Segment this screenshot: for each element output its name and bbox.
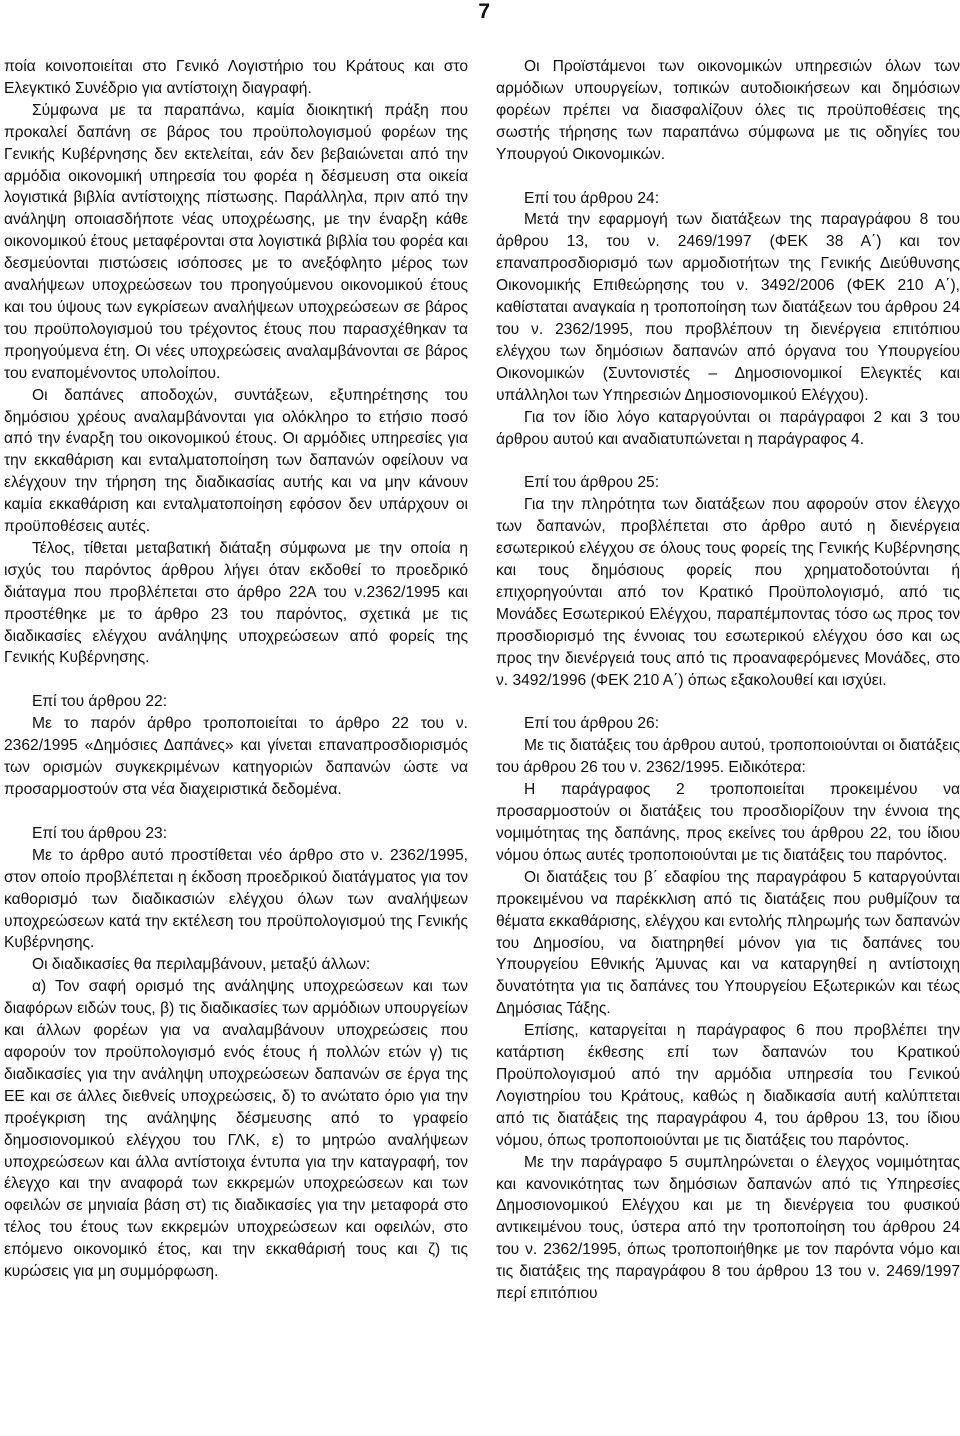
paragraph: Οι δαπάνες αποδοχών, συντάξεων, εξυπηρέτησης του δημόσιου χρέους αναλαμβάνονται για ολόκληρο το ετήσιο ποσό από την έναρξη του οικονομικού έτους. Οι αρμόδιες υπηρεσίες για την εκκαθάριση και ενταλματοποίηση των δαπανών οφείλουν να ελέγχουν την τήρηση της διαδικασίας αυτής και να μην κάνουν καμία εκκαθάριση και ενταλματοποίηση εφόσον δεν υπάρχουν οι προϋποθέσεις αυτές.	[4, 386, 468, 536]
article-heading: Επί του άρθρου 22:	[32, 693, 168, 711]
article-heading: Επί του άρθρου 24:	[524, 189, 660, 207]
paragraph: Επίσης, καταργείται η παράγραφος 6 που προβλέπει την κατάρτιση έκθεσης επί των δαπανών του Κρατικού Προϋπολογισμού από την αρμόδια υπηρεσία του Γενικού Λογιστηρίου του Κράτους, καθώς η διαδικασία αυτή καλύπτεται από τις διατάξεις της παραγράφου 4, του άρθρου 13, του ίδιου νόμου, όπως τροποποιούνται με τις διατάξεις του παρόντος.	[496, 1022, 960, 1149]
paragraph: Οι Προϊστάμενοι των οικονομικών υπηρεσιών όλων των αρμόδιων υπουργείων, τοπικών αυτοδιοικήσεων και δημόσιων φορέων πρέπει να διασφαλίζουν όλες τις προϋποθέσεις της σωστής τήρησης των παραπάνω σύμφωνα με τις οδηγίες του Υπουργού Οικονομικών.	[496, 58, 960, 163]
paragraph: ποία κοινοποιείται στο Γενικό Λογιστήριο του Κράτους και στο Ελεγκτικό Συνέδριο για αντίστοιχη διαγραφή.	[4, 58, 468, 97]
paragraph: Για την πληρότητα των διατάξεων που αφορούν στον έλεγχο των δαπανών, προβλέπεται στο άρθρο αυτό η διενέργεια εσωτερικού ελέγχου σε όλους τους φορείς της Γενικής Κυβέρνησης και τους δημόσιους φορείς που χρηματοδοτούνται ή επιχορηγούνται από τον Κρατικό Προϋπολογισμό, από τις Μονάδες Εσωτερικού Ελέγχου, παραπέμποντας τόσο ως προς τον προσδιορισμό της έννοιας του εσωτερικού ελέγχου όσο και ως προς την διενέργειά τους από τις προαναφερόμενες Μονάδες, στο ν. 3492/1996 (ΦΕΚ 210 Α΄) όπως εξακολουθεί και ισχύει.	[496, 496, 960, 689]
paragraph: Με τις διατάξεις του άρθρου αυτού, τροποποιούνται οι διατάξεις του άρθρου 26 του ν. 2362/1995. Ειδικότερα:	[496, 737, 960, 777]
paragraph: Η παράγραφος 2 τροποποιείται προκειμένου να προσαρμοστούν οι διατάξεις του προσδιορίζουν την έννοια της νομιμότητας της δαπάνης, προς εκείνες του άρθρου 22, του ίδιου νόμου όπως αυτές τροποποιούνται με τις διατάξεις του παρόντος.	[496, 781, 960, 864]
article-heading: Επί του άρθρου 26:	[524, 715, 660, 733]
paragraph: Σύμφωνα με τα παραπάνω, καμία διοικητική πράξη που προκαλεί δαπάνη σε βάρος του προϋπολογισμού φορέων της Γενικής Κυβέρνησης δεν εκτελείται, εάν δεν βεβαιώνεται από την αρμόδια οικονομική υπηρεσία του φορέα η δέσμευση στα οικεία λογιστικά βιβλία αντίστοιχης πίστωσης. Παράλληλα, πριν από την ανάληψη οποιασδήποτε νέας υποχρέωσης, με την έναρξη κάθε οικονομικού έτους μεταφέρονται στα λογιστικά βιβλία του φορέα και δεσμεύονται πιστώσεις ισόποσες με το ανεξόφλητο μέρος των αναλήψεων υποχρεώσεων του προηγούμενου οικονομικού έτους και του ύψους των εγκρίσεων αναλήψεων υποχρεώσεων σε βάρος του προϋπολογισμού του τρέχοντος έτους που παρασχέθηκαν τα προηγούμενα έτη. Οι νέες υποχρεώσεις αναλαμβάνονται σε βάρος του εναπομένοντος υπολοίπου.	[4, 101, 468, 382]
paragraph: Οι διατάξεις του β΄ εδαφίου της παραγράφου 5 καταργούνται προκειμένου να παρέκκλιση από τις διατάξεις που ρυθμίζουν τα θέματα εκκαθάρισης, ελέγχου και εντολής πληρωμής των δαπανών του Δημοσίου, να διατηρηθεί μόνον για τις δαπάνες του Υπουργείου Εθνικής Άμυνας και να καταργηθεί η αντίστοιχη δυνατότητα για τις δαπάνες του Υπουργείου Εξωτερικών και τέως Δημόσιας Τάξης.	[496, 868, 960, 1018]
page-number: 7	[478, 0, 490, 23]
paragraph: Οι διαδικασίες θα περιλαμβάνουν, μεταξύ άλλων:	[32, 956, 371, 974]
paragraph: α) Τον σαφή ορισμό της ανάληψης υποχρεώσεων και των διαφόρων ειδών τους, β) τις διαδικασίες των αρμόδιων υπουργείων και άλλων φορέων για να αναλαμβάνουν υποχρεώσεις που αφορούν τον προϋπολογισμό ενός έτους ή πολλών ετών γ) τις διαδικασίες για την ανάληψη υποχρεώσεων δαπανών σε έργα της ΕΕ και σε άλλες διεθνείς υποχρεώσεις, δ) το ανώτατο όριο για την προέγκριση της ανάληψης δέσμευσης από το γραφείο δημοσιονομικού ελέγχου του ΓΛΚ, ε) το μητρώο αναλήψεων υποχρεώσεων και άλλα αντίστοιχα έντυπα για την καταγραφή, τον έλεγχο και την αναφορά των εκκρεμών υποχρεώσεων και των οφειλών σε μηνιαία βάση στ) τις διαδικασίες για την μεταφορά στο τέλος του έτους των εκκρεμών υποχρεώσεων και οφειλών, στο επόμενο οικονομικό έτος, και την εκκαθάρισή τους και ζ) τις κυρώσεις για μη συμμόρφωση.	[4, 978, 468, 1281]
paragraph: Για τον ίδιο λόγο καταργούνται οι παράγραφοι 2 και 3 του άρθρου αυτού και αναδιατυπώνεται η παράγραφος 4.	[496, 408, 960, 448]
article-heading: Επί του άρθρου 25:	[524, 474, 660, 492]
paragraph: Με την παράγραφο 5 συμπληρώνεται ο έλεγχος νομιμότητας και κανονικότητας των δημόσιων δαπανών από τις Υπηρεσίες Δημοσιονομικού Ελέγχου και με τη διενέργεια του φυσικού αντικειμένου τους, ύστερα από την τροποποίηση του άρθρου 24 του ν. 2362/1995, όπως τροποποιήθηκε με τον παρόντα νόμο και τις διατάξεις της παραγράφου 8 του άρθρου 13 του ν. 2469/1997 περί επιτόπιου	[496, 1153, 960, 1303]
left-column	[4, 56, 468, 1283]
paragraph: Με το άρθρο αυτό προστίθεται νέο άρθρο στο ν. 2362/1995, στον οποίο προβλέπεται η έκδοση προεδρικού διατάγματος για τον καθορισμό των διαδικασιών ελέγχου όλων των αναλήψεων υποχρεώσεων κατά την εκτέλεση του προϋπολογισμού της Γενικής Κυβέρνησης.	[4, 846, 468, 952]
paragraph: Μετά την εφαρμογή των διατάξεων της παραγράφου 8 του άρθρου 13, του ν. 2469/1997 (ΦΕΚ 38 Α΄) και τον επαναπροσδιορισμό των αρμοδιοτήτων της Γενικής Διεύθυνσης Οικονομικής Επιθεώρησης του ν. 3492/2006 (ΦΕΚ 210 Α΄), καθίσταται αναγκαία η τροποποίηση των διατάξεων του άρθρου 24 του ν. 2362/1995, που προβλέπουν τη διενέργεια επιτόπιου ελέγχου των δημόσιων δαπανών από όργανα του Υπουργείου Οικονομικών (Συντονιστές – Δημοσιονομικοί Ελεγκτές και υπάλληλοι των Υπηρεσιών Δημοσιονομικού Ελέγχου).	[496, 211, 960, 404]
right-column	[496, 56, 960, 1305]
article-heading: Επί του άρθρου 23:	[32, 824, 168, 842]
paragraph: Τέλος, τίθεται μεταβατική διάταξη σύμφωνα με την οποία η ισχύς του παρόντος άρθρου λήγει όταν εκδοθεί το προεδρικό διάταγμα που προβλέπεται στο άρθρο 22Α του ν.2362/1995 και προστέθηκε με το άρθρο 23 του παρόντος, σχετικά με τις διαδικασίες ελέγχου ανάληψης υποχρεώσεων από φορείς της Γενικής Κυβέρνησης.	[4, 539, 468, 667]
paragraph: Με το παρόν άρθρο τροποποιείται το άρθρο 22 του ν. 2362/1995 «Δημόσιες Δαπάνες» και γίνεται επαναπροσδιορισμός των ορισμών συγκεκριμένων κατηγοριών δαπανών ώστε να προσαρμοστούν στα νέα διαχειριστικά δεδομένα.	[4, 715, 468, 798]
